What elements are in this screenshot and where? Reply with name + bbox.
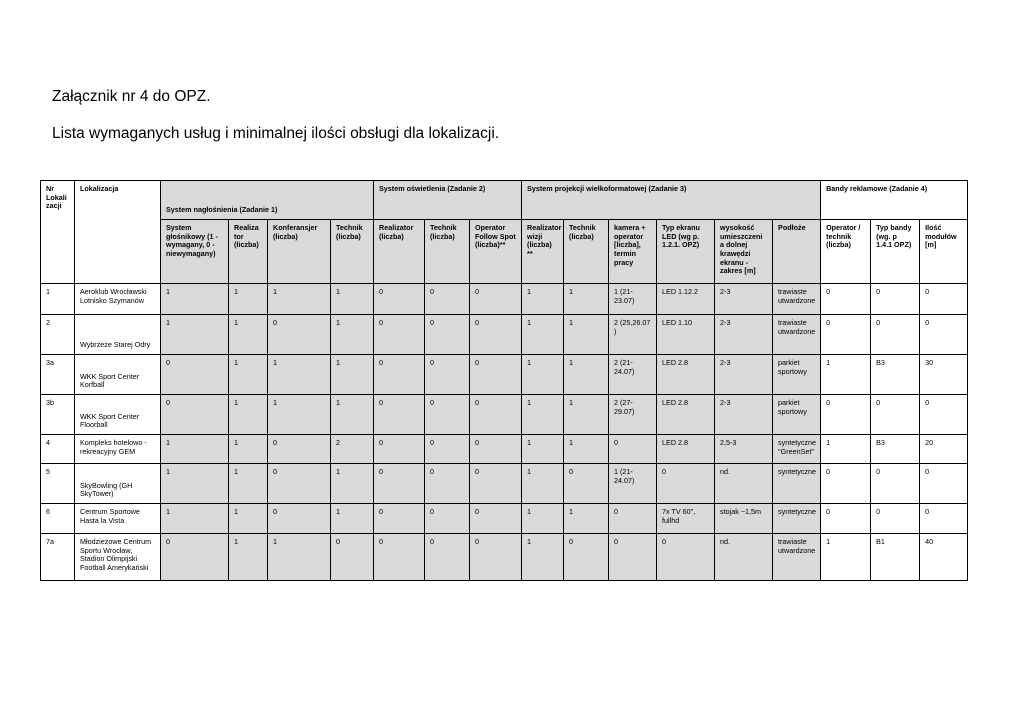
banner-modules-cell: 20 — [920, 435, 968, 464]
subheader-technik-2: Technik (liczba) — [425, 220, 470, 284]
vision-realizator-cell: 1 — [522, 284, 564, 315]
table-row — [41, 464, 968, 504]
subheader-konferansjer: Konferansjer (liczba) — [268, 220, 331, 284]
nr-cell: 2 — [41, 315, 75, 355]
vision-realizator-cell: 1 — [522, 355, 564, 395]
konferansjer-cell: 1 — [268, 395, 331, 435]
banner-type-cell: 0 — [871, 395, 920, 435]
table-row — [41, 435, 968, 464]
banner-modules-cell: 40 — [920, 534, 968, 581]
screen-height-cell: 2-3 — [715, 395, 773, 435]
floor-type-cell: trawiaste utwardzone — [773, 284, 821, 315]
speaker-system-cell: 0 — [161, 395, 229, 435]
konferansjer-cell: 1 — [268, 284, 331, 315]
follow-spot-cell: 0 — [470, 504, 522, 534]
screen-type-cell: LED 1.12.2 — [657, 284, 715, 315]
projection-technik-cell: 1 — [564, 355, 609, 395]
header-naglosnienie: System nagłośnienia (Zadanie 1) — [161, 181, 374, 220]
banner-operator-cell: 0 — [821, 464, 871, 504]
light-realizator-cell: 0 — [374, 435, 425, 464]
speaker-system-cell: 1 — [161, 435, 229, 464]
follow-spot-cell: 0 — [470, 464, 522, 504]
floor-type-cell: trawiaste utwardzone — [773, 534, 821, 581]
speaker-system-cell: 0 — [161, 355, 229, 395]
floor-type-cell: parkiet sportowy — [773, 355, 821, 395]
banner-operator-cell: 0 — [821, 284, 871, 315]
follow-spot-cell: 0 — [470, 284, 522, 315]
light-realizator-cell: 0 — [374, 464, 425, 504]
subheader-realizator-wizji: Realizator wizji (liczba) ** — [522, 220, 564, 284]
realizator-cell: 1 — [229, 504, 268, 534]
follow-spot-cell: 0 — [470, 395, 522, 435]
camera-operator-cell: 2 (25,26.07 ) — [609, 315, 657, 355]
screen-type-cell: 0 — [657, 534, 715, 581]
follow-spot-cell: 0 — [470, 435, 522, 464]
realizator-cell: 1 — [229, 355, 268, 395]
screen-type-cell: LED 2.8 — [657, 355, 715, 395]
speaker-system-cell: 1 — [161, 315, 229, 355]
nr-cell: 3b — [41, 395, 75, 435]
nr-cell: 4 — [41, 435, 75, 464]
header-nr: Nr Lokali zacji — [41, 181, 75, 284]
follow-spot-cell: 0 — [470, 534, 522, 581]
subheader-technik-1: Technik (liczba) — [331, 220, 374, 284]
light-technik-cell: 0 — [425, 464, 470, 504]
header-bandy: Bandy reklamowe (Zadanie 4) — [821, 181, 968, 220]
vision-realizator-cell: 1 — [522, 464, 564, 504]
banner-operator-cell: 0 — [821, 395, 871, 435]
nr-cell: 6 — [41, 504, 75, 534]
konferansjer-cell: 1 — [268, 355, 331, 395]
realizator-cell: 1 — [229, 284, 268, 315]
technik-1-cell: 1 — [331, 464, 374, 504]
light-realizator-cell: 0 — [374, 504, 425, 534]
realizator-cell: 1 — [229, 435, 268, 464]
light-technik-cell: 0 — [425, 284, 470, 315]
subheader-typ-ekranu: Typ ekranu LED (wg p. 1.2.1. OPZ) — [657, 220, 715, 284]
screen-height-cell: nd. — [715, 534, 773, 581]
banner-type-cell: 0 — [871, 284, 920, 315]
vision-realizator-cell: 1 — [522, 315, 564, 355]
screen-type-cell: 7x TV 60", fullhd — [657, 504, 715, 534]
banner-type-cell: B3 — [871, 355, 920, 395]
document-subtitle: Lista wymaganych usług i minimalnej ilości obsługi dla lokalizacji. — [52, 125, 500, 142]
screen-height-cell: nd. — [715, 464, 773, 504]
technik-1-cell: 1 — [331, 395, 374, 435]
banner-operator-cell: 1 — [821, 435, 871, 464]
realizator-cell: 1 — [229, 395, 268, 435]
banner-modules-cell: 0 — [920, 315, 968, 355]
subheader-realizator-tor: Realiza tor (liczba) — [229, 220, 268, 284]
light-technik-cell: 0 — [425, 315, 470, 355]
table-row — [41, 355, 968, 395]
follow-spot-cell: 0 — [470, 355, 522, 395]
subheader-realizator-2: Realizator (liczba) — [374, 220, 425, 284]
speaker-system-cell: 1 — [161, 464, 229, 504]
screen-type-cell: 0 — [657, 464, 715, 504]
header-oswietlenie: System oświetlenia (Zadanie 2) — [374, 181, 522, 220]
banner-modules-cell: 0 — [920, 284, 968, 315]
technik-1-cell: 2 — [331, 435, 374, 464]
subheader-podloze: Podłoże — [773, 220, 821, 284]
banner-type-cell: B3 — [871, 435, 920, 464]
banner-type-cell: 0 — [871, 315, 920, 355]
projection-technik-cell: 1 — [564, 395, 609, 435]
banner-modules-cell: 30 — [920, 355, 968, 395]
subheader-operator-technik: Operator / technik (liczba) — [821, 220, 871, 284]
table-row — [41, 284, 968, 315]
header-projekcja: System projekcji wielkoformatowej (Zadanie 3) — [522, 181, 821, 220]
realizator-cell: 1 — [229, 464, 268, 504]
light-realizator-cell: 0 — [374, 315, 425, 355]
subheader-ilosc-modulow: Ilość modułów [m] — [920, 220, 968, 284]
table-row — [41, 504, 968, 534]
location-cell: SkyBowling (GH SkyTower) — [75, 464, 161, 504]
locations-table — [40, 180, 968, 581]
table-row — [41, 395, 968, 435]
camera-operator-cell: 1 (21- 23.07) — [609, 284, 657, 315]
floor-type-cell: trawiaste utwardzone — [773, 315, 821, 355]
camera-operator-cell: 2 (27- 29.07) — [609, 395, 657, 435]
konferansjer-cell: 0 — [268, 315, 331, 355]
konferansjer-cell: 0 — [268, 464, 331, 504]
light-technik-cell: 0 — [425, 355, 470, 395]
banner-operator-cell: 1 — [821, 355, 871, 395]
light-realizator-cell: 0 — [374, 355, 425, 395]
banner-type-cell: 0 — [871, 504, 920, 534]
banner-modules-cell: 0 — [920, 395, 968, 435]
realizator-cell: 1 — [229, 315, 268, 355]
light-realizator-cell: 0 — [374, 284, 425, 315]
projection-technik-cell: 0 — [564, 534, 609, 581]
banner-operator-cell: 1 — [821, 534, 871, 581]
location-cell: WKK Sport Center Korfball — [75, 355, 161, 395]
light-realizator-cell: 0 — [374, 534, 425, 581]
projection-technik-cell: 1 — [564, 315, 609, 355]
location-cell: Wybrzeże Starej Odry — [75, 315, 161, 355]
technik-1-cell: 0 — [331, 534, 374, 581]
light-realizator-cell: 0 — [374, 395, 425, 435]
subheader-typ-bandy: Typ bandy (wg. p 1.4.1 OPZ) — [871, 220, 920, 284]
subheader-operator-follow: Operator Follow Spot (liczba)** — [470, 220, 522, 284]
technik-1-cell: 1 — [331, 315, 374, 355]
location-cell: Centrum Sportowe Hasta la Vista — [75, 504, 161, 534]
realizator-cell: 1 — [229, 534, 268, 581]
camera-operator-cell: 0 — [609, 504, 657, 534]
subheader-kamera: kamera + operator [liczba], termin pracy — [609, 220, 657, 284]
light-technik-cell: 0 — [425, 534, 470, 581]
camera-operator-cell: 2 (21- 24.07) — [609, 355, 657, 395]
technik-1-cell: 1 — [331, 504, 374, 534]
location-cell: Aeroklub Wrocławski Lotnisko Szymanów — [75, 284, 161, 315]
konferansjer-cell: 1 — [268, 534, 331, 581]
screen-height-cell: 2-3 — [715, 284, 773, 315]
banner-type-cell: B1 — [871, 534, 920, 581]
follow-spot-cell: 0 — [470, 315, 522, 355]
projection-technik-cell: 1 — [564, 284, 609, 315]
vision-realizator-cell: 1 — [522, 395, 564, 435]
speaker-system-cell: 1 — [161, 504, 229, 534]
technik-1-cell: 1 — [331, 355, 374, 395]
vision-realizator-cell: 1 — [522, 435, 564, 464]
banner-modules-cell: 0 — [920, 464, 968, 504]
vision-realizator-cell: 1 — [522, 504, 564, 534]
location-cell: Kompleks hotelowo - rekreacyjny GEM — [75, 435, 161, 464]
banner-operator-cell: 0 — [821, 504, 871, 534]
light-technik-cell: 0 — [425, 395, 470, 435]
screen-type-cell: LED 2.8 — [657, 435, 715, 464]
speaker-system-cell: 0 — [161, 534, 229, 581]
floor-type-cell: syntetyczne — [773, 464, 821, 504]
nr-cell: 7a — [41, 534, 75, 581]
nr-cell: 3a — [41, 355, 75, 395]
table-row — [41, 534, 968, 581]
projection-technik-cell: 0 — [564, 464, 609, 504]
camera-operator-cell: 1 (21- 24.07) — [609, 464, 657, 504]
banner-modules-cell: 0 — [920, 504, 968, 534]
screen-height-cell: 2-3 — [715, 315, 773, 355]
floor-type-cell: syntetyczne — [773, 504, 821, 534]
camera-operator-cell: 0 — [609, 435, 657, 464]
konferansjer-cell: 0 — [268, 504, 331, 534]
screen-height-cell: stojak ~1,5m — [715, 504, 773, 534]
speaker-system-cell: 1 — [161, 284, 229, 315]
vision-realizator-cell: 1 — [522, 534, 564, 581]
technik-1-cell: 1 — [331, 284, 374, 315]
floor-type-cell: syntetyczne "GreenSet" — [773, 435, 821, 464]
table-row — [41, 315, 968, 355]
screen-height-cell: 2,5-3 — [715, 435, 773, 464]
screen-type-cell: LED 2.8 — [657, 395, 715, 435]
header-lokalizacja: Lokalizacja — [75, 181, 161, 284]
camera-operator-cell: 0 — [609, 534, 657, 581]
subheader-wysokosc: wysokość umieszczeni a dolnej krawędzi ekranu - zakres [m] — [715, 220, 773, 284]
projection-technik-cell: 1 — [564, 435, 609, 464]
subheader-technik-3: Technik (liczba) — [564, 220, 609, 284]
konferansjer-cell: 0 — [268, 435, 331, 464]
location-cell: Młodzieżowe Centrum Sportu Wrocław, Stadion Olimpijski Football Amerykański — [75, 534, 161, 581]
annex-title: Załącznik nr 4 do OPZ. — [52, 88, 211, 105]
banner-operator-cell: 0 — [821, 315, 871, 355]
screen-type-cell: LED 1.10 — [657, 315, 715, 355]
light-technik-cell: 0 — [425, 435, 470, 464]
subheader-glosnikowy: System głośnikowy (1 - wymagany, 0 - niewymagany) — [161, 220, 229, 284]
light-technik-cell: 0 — [425, 504, 470, 534]
floor-type-cell: parkiet sportowy — [773, 395, 821, 435]
nr-cell: 5 — [41, 464, 75, 504]
screen-height-cell: 2-3 — [715, 355, 773, 395]
projection-technik-cell: 1 — [564, 504, 609, 534]
nr-cell: 1 — [41, 284, 75, 315]
location-cell: WKK Sport Center Floorball — [75, 395, 161, 435]
banner-type-cell: 0 — [871, 464, 920, 504]
